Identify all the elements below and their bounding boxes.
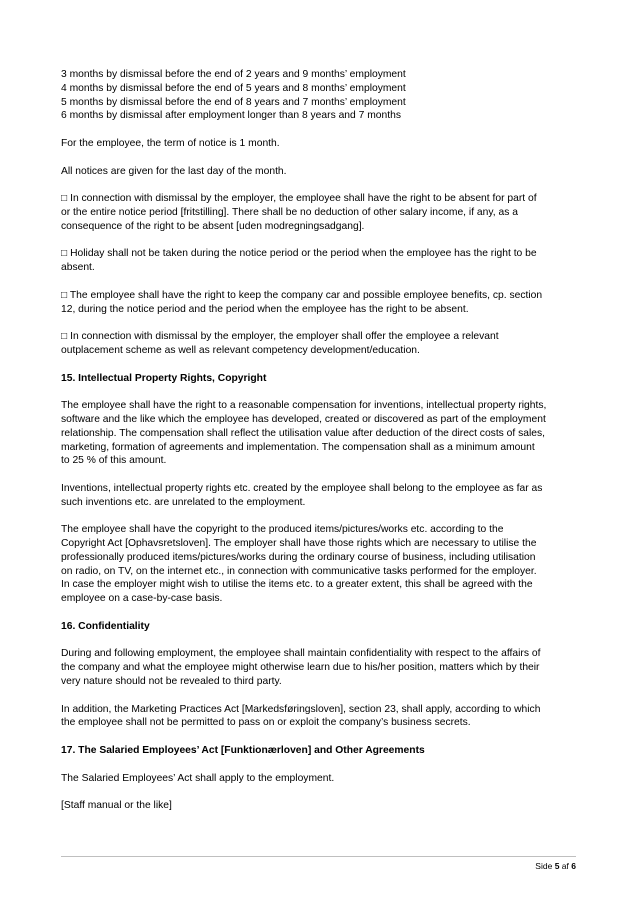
paragraph-line: The employee shall have the copyright to the produced items/pictures/works etc. according to the [61, 524, 504, 536]
paragraph-line: □ Holiday shall not be taken during the notice period or the period when the employee has the right to be [61, 248, 537, 260]
checkbox-option-outplacement [61, 330, 581, 358]
paragraph-line: very nature should not be revealed to third party. [61, 676, 282, 688]
footer-page-total: 6 [571, 861, 576, 871]
page-footer [535, 861, 576, 872]
checkbox-option-holiday [61, 247, 581, 275]
checkbox-option-company-car [61, 289, 581, 317]
notice-period-list [61, 68, 581, 123]
notices-given-text: All notices are given for the last day of the month. [61, 165, 287, 177]
section-16-paragraph-confidentiality [61, 647, 581, 688]
paragraph-line: such inventions etc. are unrelated to the employment. [61, 496, 306, 508]
paragraph-line: Inventions, intellectual property rights etc. created by the employee shall belong to the employee as far as [61, 482, 543, 494]
paragraph-line: software and the like which the employee has developed, created or discovered as part of the employment [61, 413, 546, 425]
paragraph-line: or the entire notice period [fritstilling]. There shall be no deduction of other salary income, if any, as a [61, 206, 518, 218]
paragraph-line: consequence of the right to be absent [uden modregningsadgang]. [61, 220, 365, 232]
paragraph-line: During and following employment, the employee shall maintain confidentiality with respect to the affairs of [61, 648, 541, 660]
footer-page-number: 5 [554, 861, 560, 871]
section-16-heading: 16. Confidentiality [61, 620, 150, 632]
employee-notice-paragraph [61, 137, 581, 151]
employee-notice-text: For the employee, the term of notice is 1 month. [61, 137, 280, 149]
footer-divider [61, 856, 576, 857]
section-15-paragraph-compensation [61, 399, 581, 468]
footer-side-label: Side [535, 861, 553, 871]
paragraph-line: In addition, the Marketing Practices Act [Markedsføringsloven], section 23, shall apply, according to which [61, 703, 541, 715]
paragraph-line: relationship. The compensation shall reflect the utilisation value after deduction of the direct costs of sales, [61, 427, 546, 439]
paragraph-line: □ The employee shall have the right to keep the company car and possible employee benefits, cp. section [61, 289, 543, 301]
notice-period-line: 6 months by dismissal after employment longer than 8 years and 7 months [61, 110, 401, 122]
paragraph-line: □ In connection with dismissal by the employer, the employer shall offer the employee a relevant [61, 331, 499, 343]
paragraph-line: Copyright Act [Ophavsretsloven]. The employer shall have those rights which are necessary to utilise the [61, 538, 537, 550]
paragraph-line: □ In connection with dismissal by the employer, the employee shall have the right to be absent for part of [61, 193, 537, 205]
paragraph-line: [Staff manual or the like] [61, 800, 172, 812]
paragraph-line: outplacement scheme as well as relevant competency development/education. [61, 344, 420, 356]
paragraph-line: The Salaried Employees’ Act shall apply to the employment. [61, 772, 335, 784]
paragraph-line: the employee shall not be permitted to pass on or exploit the company’s business secrets. [61, 717, 471, 729]
section-15-paragraph-copyright [61, 523, 581, 606]
paragraph-line: professionally produced items/pictures/works during the ordinary course of business, including utilisation [61, 551, 536, 563]
notice-period-line: 3 months by dismissal before the end of 2 years and 9 months’ employment [61, 69, 406, 80]
section-17-heading: 17. The Salaried Employees’ Act [Funktionærloven] and Other Agreements [61, 745, 425, 757]
paragraph-line: the company and what the employee might otherwise learn due to his/her position, matters which by their [61, 662, 540, 674]
paragraph-line: The employee shall have the right to a reasonable compensation for inventions, intellectual property rights, [61, 400, 547, 412]
notice-period-line: 5 months by dismissal before the end of 8 years and 7 months’ employment [61, 96, 406, 108]
footer-of-label: af [561, 861, 569, 871]
section-17-paragraph-act [61, 772, 581, 786]
paragraph-line: employee on a case-by-case basis. [61, 593, 223, 605]
paragraph-line: to 25 % of this amount. [61, 455, 167, 467]
paragraph-line: on radio, on TV, on the internet etc., in connection with communicative tasks performed for the employer. [61, 565, 537, 577]
section-15-heading: 15. Intellectual Property Rights, Copyright [61, 372, 267, 384]
paragraph-line: In case the employer might wish to utilise the items etc. to a greater extent, this shall be agreed with the [61, 579, 533, 591]
notices-given-paragraph [61, 165, 581, 179]
paragraph-line: marketing, formation of agreements and implementation. The compensation shall as a minimum amount [61, 441, 535, 453]
section-16-paragraph-marketing-act [61, 703, 581, 731]
paragraph-line: 12, during the notice period and the period when the employee has the right to be absent. [61, 303, 469, 315]
notice-period-line: 4 months by dismissal before the end of 5 years and 8 months’ employment [61, 82, 406, 94]
checkbox-option-absence [61, 192, 581, 233]
document-body [61, 68, 581, 827]
paragraph-line: absent. [61, 262, 95, 274]
section-15-paragraph-inventions [61, 482, 581, 510]
section-17-paragraph-staff-manual [61, 799, 581, 813]
